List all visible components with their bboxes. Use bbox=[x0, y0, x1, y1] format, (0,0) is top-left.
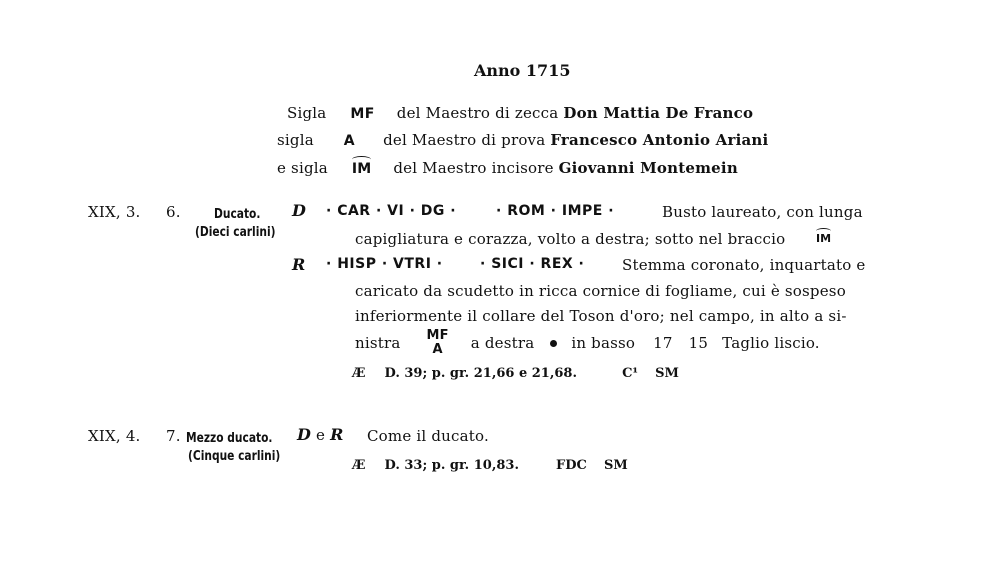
sigla-mark: A bbox=[343, 133, 356, 149]
sigla-lead: e sigla bbox=[277, 159, 328, 177]
collection-text: SM bbox=[603, 458, 628, 473]
sigla-line-1 bbox=[287, 104, 753, 122]
reverse-desc-4: nistra MF A a destra in basso 17 15 Taglio liscio. bbox=[355, 328, 820, 357]
obverse-symbol: D bbox=[292, 201, 306, 220]
entry-7-specs bbox=[352, 458, 628, 473]
sigla-role: del Maestro di zecca bbox=[396, 104, 559, 122]
conj-text: e bbox=[315, 426, 326, 444]
obverse-legend-b: · ROM · IMPE · bbox=[496, 203, 615, 219]
entry-7-symbols bbox=[297, 425, 343, 444]
metal-symbol: Æ bbox=[352, 366, 366, 381]
sigla-role: del Maestro di prova bbox=[383, 131, 546, 149]
collection-text: SM bbox=[655, 366, 679, 381]
sigla-line-3 bbox=[277, 159, 738, 177]
obverse-legend-a: · CAR · VI · DG · bbox=[326, 203, 457, 219]
metal-symbol: Æ bbox=[352, 458, 366, 473]
sigla-name: Don Mattia De Franco bbox=[563, 104, 754, 122]
entry-7-num: 7. bbox=[166, 427, 181, 445]
sigla-name: Francesco Antonio Ariani bbox=[550, 131, 769, 149]
weight-text: D. 33; p. gr. 10,83. bbox=[384, 458, 519, 473]
obverse-desc-1: Busto laureato, con lunga bbox=[662, 203, 863, 221]
entry-6-specs bbox=[352, 366, 679, 381]
sigla-line-2 bbox=[277, 131, 768, 149]
reverse-legend-a: · HISP · VTRI · bbox=[326, 256, 443, 272]
weight-text: D. 39; p. gr. 21,66 e 21,68. bbox=[384, 366, 577, 381]
page-title: Anno 1715 bbox=[474, 61, 571, 80]
obverse-symbol: D bbox=[297, 425, 311, 444]
sigla-lead: Sigla bbox=[287, 104, 327, 122]
sigla-role: del Maestro incisore bbox=[393, 159, 554, 177]
entry-7-type: Mezzo ducato. bbox=[186, 431, 273, 446]
sigla-mark: MF bbox=[350, 106, 375, 122]
grade-text: FDC bbox=[556, 458, 587, 473]
obverse-desc-2: capigliatura e corazza, volto a destra; sotto nel braccio bbox=[355, 230, 786, 248]
dot-symbol bbox=[550, 340, 557, 347]
reverse-desc-2: caricato da scudetto in ricca cornice di fogliame, cui è sospeso bbox=[355, 282, 846, 300]
reverse-symbol: R bbox=[330, 425, 344, 444]
entry-7-ref: XIX, 4. bbox=[88, 427, 141, 445]
entry-6-ref: XIX, 3. bbox=[88, 203, 141, 221]
grade-text: C¹ bbox=[622, 366, 639, 381]
sigla-name: Giovanni Montemein bbox=[558, 159, 738, 177]
entry-7-desc: Come il ducato. bbox=[367, 427, 489, 445]
entry-7-subtype: (Cinque carlini) bbox=[188, 449, 281, 464]
entry-6-type: Ducato. bbox=[214, 207, 261, 222]
reverse-desc-3: inferiormente il collare del Toson d'oro; nel campo, in alto a si- bbox=[355, 307, 847, 325]
entry-6-num: 6. bbox=[166, 203, 181, 221]
obverse-im-monogram: IM bbox=[816, 232, 831, 245]
entry-6-subtype: (Dieci carlini) bbox=[195, 225, 276, 240]
im-monogram: IM bbox=[352, 161, 372, 177]
reverse-legend-b: · SICI · REX · bbox=[480, 256, 585, 272]
sigla-lead: sigla bbox=[277, 131, 314, 149]
mf-a-stack: MF A bbox=[426, 328, 449, 357]
reverse-desc-1: Stemma coronato, inquartato e bbox=[622, 256, 866, 274]
reverse-symbol: R bbox=[292, 255, 306, 274]
